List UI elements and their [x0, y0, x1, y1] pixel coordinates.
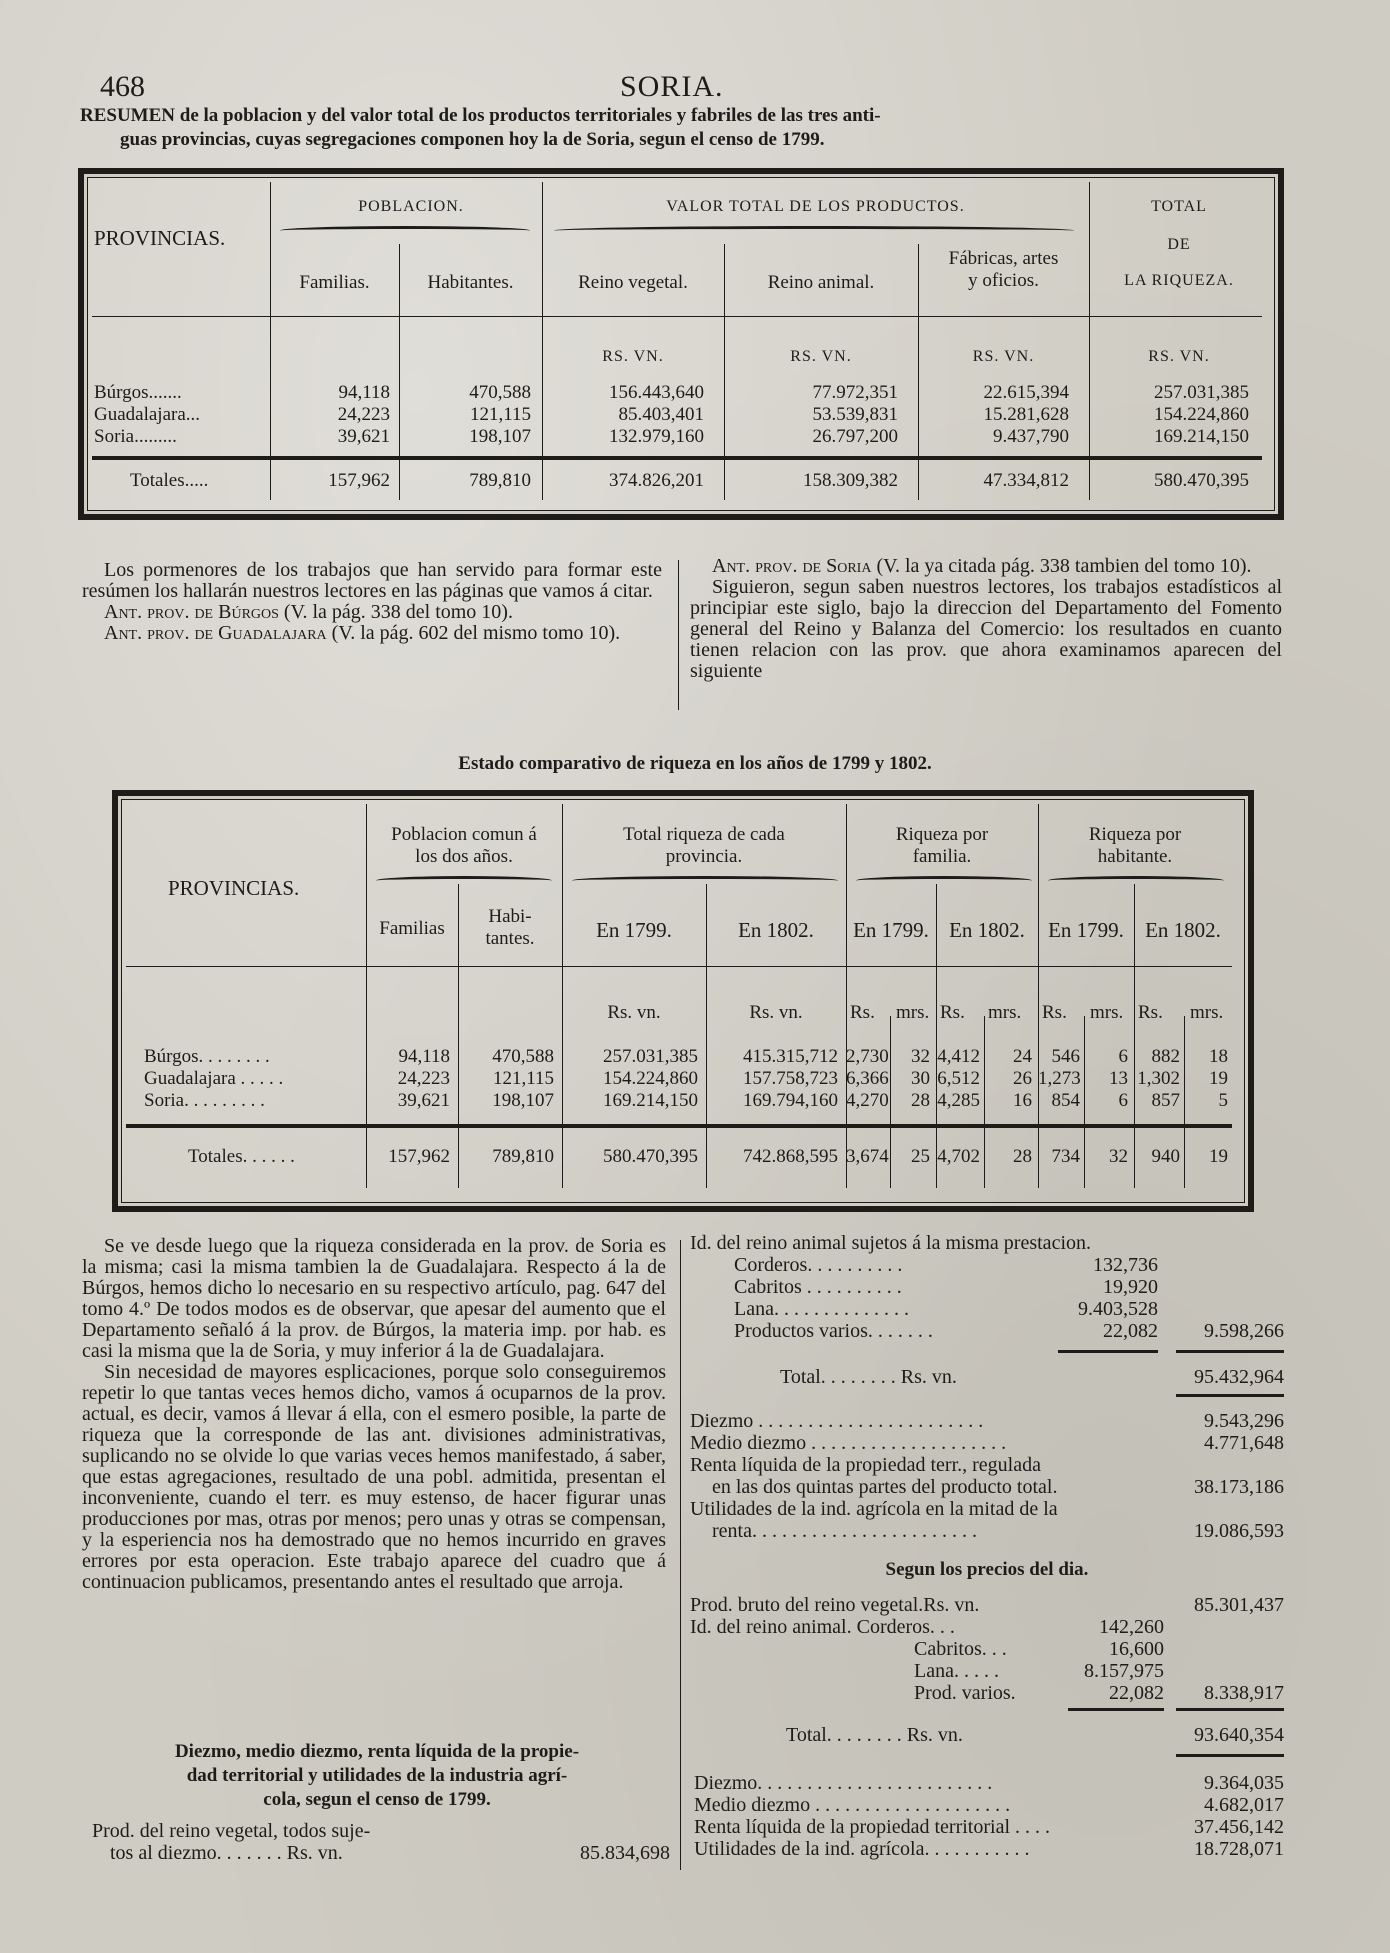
animal-item-label: Lana. . . . . . . . . . . . . . [734, 1298, 909, 1320]
book-page: 468 SORIA. RESUMEN de la poblacion y del valor total de los productos territoriales y fabriles de las tres anti- guas provincias, cuyas segregaciones componen hoy la de Soria, segun el censo de 1799. PROVINCIAS. POBLACION. VALOR TOTAL DE LOS PRODUCTOS. TOTAL DE LA RIQUEZA. Familias. Habitantes. Reino vegetal. Reino animal. Fábricas, artes y oficios. RS. VN. RS. VN. RS. VN. RS. VN. Búrgos....... 94,118 470,588 156.443,640 77.972,351 22.615,394 257.031,385 Guadalajara... 24,223 121,115 85.403,401 53.539,831 15.281,628 154.224,860 Soria......... 39,621 198,107 132.979,160 26.797,200 9.437,790 169.214,150 Totales..... 157,962 789,810 374.826,201 158.309,382 47.334,812 580.470,395 Los pormenores de los trabajos que han servido para formar este resúmen los hallarán nuestros lectores en las páginas que vamos á citar. Ant. prov. de Búrgos (V. la pág. 338 del tomo 10). Ant. prov. de Guadalajara (V. la pág. 602 del mismo tomo 10). Ant. prov. de Soria (V. la ya citada pág. 338 tambien del tomo 10). Siguieron, segun saben nuestros lectores, los trabajos estadísticos al principiar este siglo, bajo la direccion del Departamento del Fomento general del Reino y Balanza del Comercio: los resultados en cuanto tienen relacion con las prov. que ahora examinamos aparecen del siguiente Estado comparativo de riqueza en los años de 1799 y 1802. PROVINCIAS. Poblacion comun á los dos años. Total riqueza de cada provincia. Riqueza por familia. Riqueza por habitante. Familias Habi- tantes. En 1799. En 1802. En 1799. En 1802. En 1799. En 1802. Rs. vn. Rs. vn. Rs. mrs. Rs. mrs. Rs. mrs. Rs. mrs. Búrgos. . . . . . . . 94,118 470,588 257.031,385 415.315,712 2,730 32 4,412 24 546 6 882 18 Guadalajara . . . . . 24,223 121,115 154.224,860 157.758,723 6,366 30 6,512 26 1,273 13 1,302 19 Soria. . . . . . . . . 39,621 198,107 169.214,150 169.794,160 4,270 28 4,285 16 854 6 857 5 Totales. . . . . . 157,962 789,810 580.470,395 742.868,595 3,674 25 4,702 28 734 32 940 19 Se ve desde luego que la riqueza considerada en la prov. de Soria es la misma; casi la misma tambien la de Guadalajara. Respecto á la de Búrgos, hemos dicho lo necesario en su respectivo artículo, pag. 647 del tomo 4.º De todos modos es de observar, que apesar del aumento que el Departamento señaló á la prov. de Búrgos, la materia imp. por hab. es casi la misma que la de Soria, y muy inferior á la de Guadalajara. Sin necesidad de mayores esplicaciones, porque solo conseguiremos repetir lo que tantas veces hemos dicho, vamos á ocuparnos de la prov. actual, es decir, vamos á llevar á ella, con el esmero posible, la parte de riqueza que la corresponde de las ant. divisiones administrativas, suplicando no se olvide lo que varias veces hemos manifestado, á saber, que estas agregaciones, resultado de una pobl. admitida, presentan el inconveniente, cuando el terr. es muy estenso, de hacer figurar unas producciones por mas, otras por menos; pero unas y otras se compensan, y la esperiencia nos ha demostrado que no hemos incurrido en graves errores por esta operacion. Este trabajo aparece del cuadro que á continuacion publicamos, presentando antes el resultado que arroja. Diezmo, medio diezmo, renta líquida de la propie- dad territorial y utilidades de la industria agrí- cola, segun el censo de 1799. Prod. del reino vegetal, todos suje- tos al diezmo. . . . . . . Rs. vn. 85.834,698 Id. del reino animal sujetos á la misma prestacion. Corderos. . . . . . . . . . 132,736 Cabritos . . . . . . . . . . 19,920 Lana. . . . . . . . . . . . . . 9.403,528 Productos varios. . . . . . . 22,082 9.598,266 Total. . . . . . . . Rs. vn. 95.432,964 Diezmo . . . . . . . . . . . . . . . . . . . . . . . 9.543,296 Medio diezmo . . . . . . . . . . . . . . . . . . . . 4.771,648 Renta líquida de la propiedad terr., regulada en las dos quintas partes del producto total. 38.173,186 Utilidades de la ind. agrícola en la mitad de la renta. . . . . . . . . . . . . . . . . . . . . . . 19.086,593 Segun los precios del dia. Prod. bruto del reino vegetal.Rs. vn. 85.301,437 Id. del reino animal. Corderos. . . 142,260 Cabritos. . . 16,600 Lana. . . . . 8.157,975 Prod. varios. 22,082 8.338,917 Total. . . . . . . . Rs. vn. 93.640,354 Diezmo. . . . . . . . . . . . . . . . . . . . . . . . 9.364,035 Medio diezmo . . . . . . . . . . . . . . . . . . . . 4.682,017 Renta líquida de la propiedad territorial . . . . 37.456,142 Utilidades de la ind. agrícola. . . . . . . . . . . 18.728,071 [0, 0, 1390, 1953]
subhead-precios: Segun los precios del dia. [885, 1559, 1089, 1580]
summary-table: PROVINCIAS. POBLACION. VALOR TOTAL DE LOS PRODUCTOS. TOTAL DE LA RIQUEZA. Familias. Habitantes. Reino vegetal. Reino animal. Fábricas, artes y oficios. RS. VN. RS. VN. RS. VN. RS. VN. Búrgos....... 94,118 470,588 156.443,640 77.972,351 22.615,394 257.031,385 Guadalajara... 24,223 121,115 85.403,401 53.539,831 15.281,628 154.224,860 Soria......... 39,621 198,107 132.979,160 26.797,200 9.437,790 169.214,150 Totales..... 157,962 789,810 374.826,201 158.309,382 47.334,812 580.470,395 [78, 168, 1284, 520]
col-provincias: PROVINCIAS. [94, 226, 226, 250]
col-fabricas: Fábricas, artes [948, 248, 1059, 269]
running-head: SORIA. [620, 70, 724, 103]
table2-row-name: Guadalajara . . . . . [144, 1068, 284, 1089]
comparative-table: PROVINCIAS. Poblacion comun á los dos años. Total riqueza de cada provincia. Riqueza por familia. Riqueza por habitante. Familias Habi- tantes. En 1799. En 1802. En 1799. En 1802. En 1799. En 1802. Rs. vn. Rs. vn. Rs. mrs. Rs. mrs. Rs. mrs. Rs. mrs. Búrgos. . . . . . . . 94,118 470,588 257.031,385 415.315,712 2,730 32 4,412 24 546 6 882 18 Guadalajara . . . . . 24,223 121,115 154.224,860 157.758,723 6,366 30 6,512 26 1,273 13 1,302 19 Soria. . . . . . . . . 39,621 198,107 169.214,150 169.794,160 4,270 28 4,285 16 854 6 857 5 Totales. . . . . . 157,962 789,810 580.470,395 742.868,595 3,674 25 4,702 28 734 32 940 19 [112, 790, 1254, 1212]
table2-totals-label: Totales. . . . . . [188, 1146, 295, 1167]
intro-right-column: Ant. prov. de Soria (V. la ya citada pág. 338 tambien del tomo 10). Siguieron, segun saben nuestros lectores, los trabajos estadísticos al principiar este siglo, bajo la direccion del Departamento del Fomento general del Reino y Balanza del Comercio: los resultados en cuanto tienen relacion con las prov. que ahora examinamos aparecen del siguiente [690, 555, 1282, 682]
page-number: 468 [100, 70, 145, 103]
total1-value: 95.432,964 [1194, 1366, 1284, 1388]
total2-value: 93.640,354 [1194, 1724, 1284, 1746]
col-valor-total: VALOR TOTAL DE LOS PRODUCTOS. [666, 198, 965, 215]
col-reino-animal: Reino animal. [767, 272, 875, 293]
table2-row-name: Soria. . . . . . . . . [144, 1090, 265, 1111]
intro-left-column: Los pormenores de los trabajos que han servido para formar este resúmen los hallarán nuestros lectores en las páginas que vamos á citar. Ant. prov. de Búrgos (V. la pág. 338 del tomo 10). Ant. prov. de Guadalajara (V. la pág. 602 del mismo tomo 10). [82, 559, 662, 644]
col-familias: Familias. [299, 272, 370, 293]
prod-vegetal-value: 85.834,698 [580, 1842, 670, 1864]
table1-caption: RESUMEN de la poblacion y del valor total de los productos territoriales y fabriles de las tres anti- guas provincias, cuyas segregaciones componen hoy la de Soria, segun el censo de 1799. [80, 105, 881, 150]
col2-provincias: PROVINCIAS. [168, 876, 300, 900]
animal-item-label: Cabritos . . . . . . . . . . [734, 1276, 902, 1298]
table1-row-name: Guadalajara... [94, 404, 201, 425]
col-poblacion: POBLACION. [358, 198, 464, 215]
col-total: TOTAL [1151, 198, 1207, 215]
table1-row-name: Búrgos....... [94, 382, 182, 403]
animal-item-label: Productos varios. . . . . . . [734, 1320, 933, 1342]
col-reino-vegetal: Reino vegetal. [578, 272, 688, 293]
table2-caption: Estado comparativo de riqueza en los años de 1799 y 1802. [458, 753, 932, 774]
col-habitantes: Habitantes. [427, 272, 514, 293]
analysis-left-column: Se ve desde luego que la riqueza considerada en la prov. de Soria es la misma; casi la misma tambien la de Guadalajara. Respecto á la de Búrgos, hemos dicho lo necesario en su respectivo artículo, pag. 647 del tomo 4.º De todos modos es de observar, que apesar del aumento que el Departamento señaló á la prov. de Búrgos, la materia imp. por hab. es casi la misma que la de Soria, y muy inferior á la de Guadalajara. Sin necesidad de mayores esplicaciones, porque solo conseguiremos repetir lo que tantas veces hemos dicho, vamos á ocuparnos de la prov. actual, es decir, vamos á llevar á ella, con el esmero posible, la parte de riqueza que la corresponde de las ant. divisiones administrativas, suplicando no se olvide lo que varias veces hemos manifestado, á saber, que estas agregaciones, resultado de una pobl. admitida, presentan el inconveniente, cuando el terr. es muy estenso, de hacer figurar unas producciones por mas, otras por menos; pero unas y otras se compensan, y la esperiencia nos ha demostrado que no hemos incurrido en graves errores por esta operacion. Este trabajo aparece del cuadro que á continuacion publicamos, presentando antes el resultado que arroja. [82, 1235, 666, 1593]
table1-totals-label: Totales..... [130, 470, 209, 491]
animal-item-label: Corderos. . . . . . . . . . [734, 1254, 903, 1276]
diezmo-caption: Diezmo, medio diezmo, renta líquida de la propie- dad territorial y utilidades de la industria agrí- cola, segun el censo de 1799. [174, 1741, 580, 1810]
table2-row-name: Búrgos. . . . . . . . [144, 1046, 270, 1067]
table1-row-name: Soria......... [94, 426, 177, 447]
